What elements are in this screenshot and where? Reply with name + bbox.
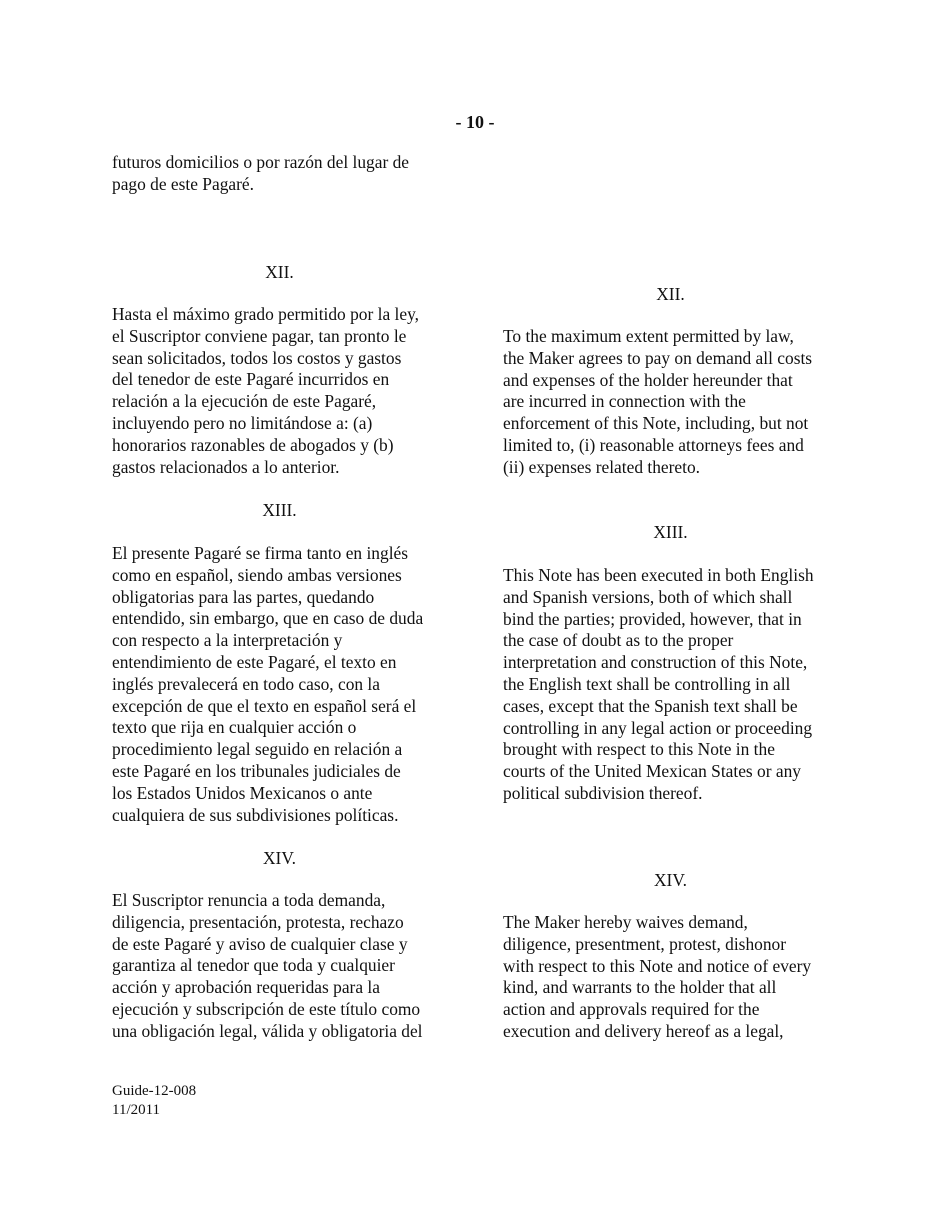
- text-line: gastos relacionados a lo anterior.: [112, 456, 340, 477]
- text-line: pago de este Pagaré.: [112, 173, 254, 194]
- text-line: como en español, siendo ambas versiones: [112, 564, 402, 585]
- text-line: controlling in any legal action or proceeding: [503, 717, 813, 738]
- text-line: garantiza al tenedor que toda y cualquier: [112, 955, 395, 976]
- text-line: cualquiera de sus subdivisiones políticas.: [112, 804, 399, 825]
- text-line: courts of the United Mexican States or any: [503, 761, 801, 782]
- text-line: limited to, (i) reasonable attorneys fees and: [503, 434, 804, 455]
- document-footer: [112, 1082, 196, 1120]
- text-line: kind, and warrants to the holder that all: [503, 977, 777, 998]
- text-line: con respecto a la interpretación y: [112, 630, 343, 651]
- text-line: brought with respect to this Note in the: [503, 739, 775, 760]
- english-section-xiii-paragraph: [503, 565, 814, 805]
- text-line: This Note has been executed in both English: [503, 565, 814, 585]
- text-line: inglés prevalecerá en todo caso, con la: [112, 673, 380, 694]
- text-line: este Pagaré en los tribunales judiciales de: [112, 760, 401, 781]
- english-section-xii-paragraph: [503, 326, 812, 479]
- text-line: ejecución y subscripción de este título como: [112, 998, 421, 1019]
- spanish-section-xii-paragraph: [112, 304, 419, 478]
- text-line: The Maker hereby waives demand,: [503, 912, 748, 932]
- text-line: acción y aprobación requeridas para la: [112, 977, 380, 998]
- text-line: una obligación legal, válida y obligatoria del: [112, 1020, 423, 1041]
- text-line: procedimiento legal seguido en relación a: [112, 739, 403, 760]
- text-line: diligencia, presentación, protesta, rechazo: [112, 911, 404, 932]
- text-line: futuros domicilios o por razón del lugar de: [112, 152, 410, 172]
- english-section-xii-heading: XII.: [656, 284, 685, 304]
- text-line: execution and delivery hereof as a legal,: [503, 1020, 784, 1041]
- text-line: the Maker agrees to pay on demand all costs: [503, 347, 813, 368]
- text-line: incluyendo pero no limitándose a: (a): [112, 412, 373, 433]
- text-line: the English text shall be controlling in all: [503, 673, 791, 694]
- text-line: del tenedor de este Pagaré incurridos en: [112, 369, 390, 390]
- english-section-xiv-paragraph: [503, 912, 811, 1043]
- page-number: - 10 -: [455, 112, 495, 132]
- spanish-section-xiii-heading: XIII.: [262, 500, 297, 520]
- text-line: diligence, presentment, protest, dishonor: [503, 933, 787, 954]
- text-line: interpretation and construction of this Note,: [503, 652, 808, 673]
- footer-date: 11/2011: [112, 1102, 161, 1118]
- text-line: el Suscriptor conviene pagar, tan pronto le: [112, 325, 407, 346]
- text-line: El presente Pagaré se firma tanto en inglés: [112, 543, 409, 563]
- text-line: the case of doubt as to the proper: [503, 630, 734, 651]
- spanish-intro-paragraph: [112, 152, 409, 196]
- text-line: and Spanish versions, both of which shall: [503, 586, 793, 607]
- spanish-section-xiv-heading: XIV.: [262, 848, 296, 868]
- text-line: de este Pagaré y aviso de cualquier clase y: [112, 933, 408, 954]
- english-section-xiii-heading: XIII.: [653, 522, 688, 542]
- text-line: (ii) expenses related thereto.: [503, 456, 701, 477]
- text-line: and expenses of the holder hereunder that: [503, 369, 793, 390]
- text-line: action and approvals required for the: [503, 999, 760, 1020]
- text-line: entendimiento de este Pagaré, el texto en: [112, 651, 397, 672]
- text-line: los Estados Unidos Mexicanos o ante: [112, 782, 373, 803]
- text-line: excepción de que el texto en español será el: [112, 695, 417, 716]
- english-section-xiv-heading: XIV.: [653, 870, 687, 890]
- text-line: cases, except that the Spanish text shall be: [503, 695, 798, 716]
- text-line: enforcement of this Note, including, but not: [503, 413, 809, 434]
- text-line: political subdivision thereof.: [503, 782, 703, 803]
- text-line: texto que rija en cualquier acción o: [112, 717, 357, 738]
- spanish-section-xiii-paragraph: [112, 543, 423, 826]
- text-line: To the maximum extent permitted by law,: [503, 326, 794, 346]
- text-line: relación a la ejecución de este Pagaré,: [112, 391, 377, 412]
- footer-doc-id: Guide-12-008: [112, 1083, 197, 1099]
- text-line: sean solicitados, todos los costos y gastos: [112, 347, 402, 368]
- text-line: are incurred in connection with the: [503, 391, 746, 412]
- spanish-section-xii-heading: XII.: [265, 262, 294, 282]
- text-line: obligatorias para las partes, quedando: [112, 586, 375, 607]
- spanish-section-xiv-paragraph: [112, 890, 423, 1043]
- text-line: Hasta el máximo grado permitido por la ley,: [112, 304, 419, 324]
- text-line: entendido, sin embargo, que en caso de duda: [112, 608, 424, 629]
- text-line: El Suscriptor renuncia a toda demanda,: [112, 890, 386, 910]
- text-line: with respect to this Note and notice of every: [503, 955, 812, 976]
- text-line: honorarios razonables de abogados y (b): [112, 434, 394, 455]
- text-line: bind the parties; provided, however, that in: [503, 608, 802, 629]
